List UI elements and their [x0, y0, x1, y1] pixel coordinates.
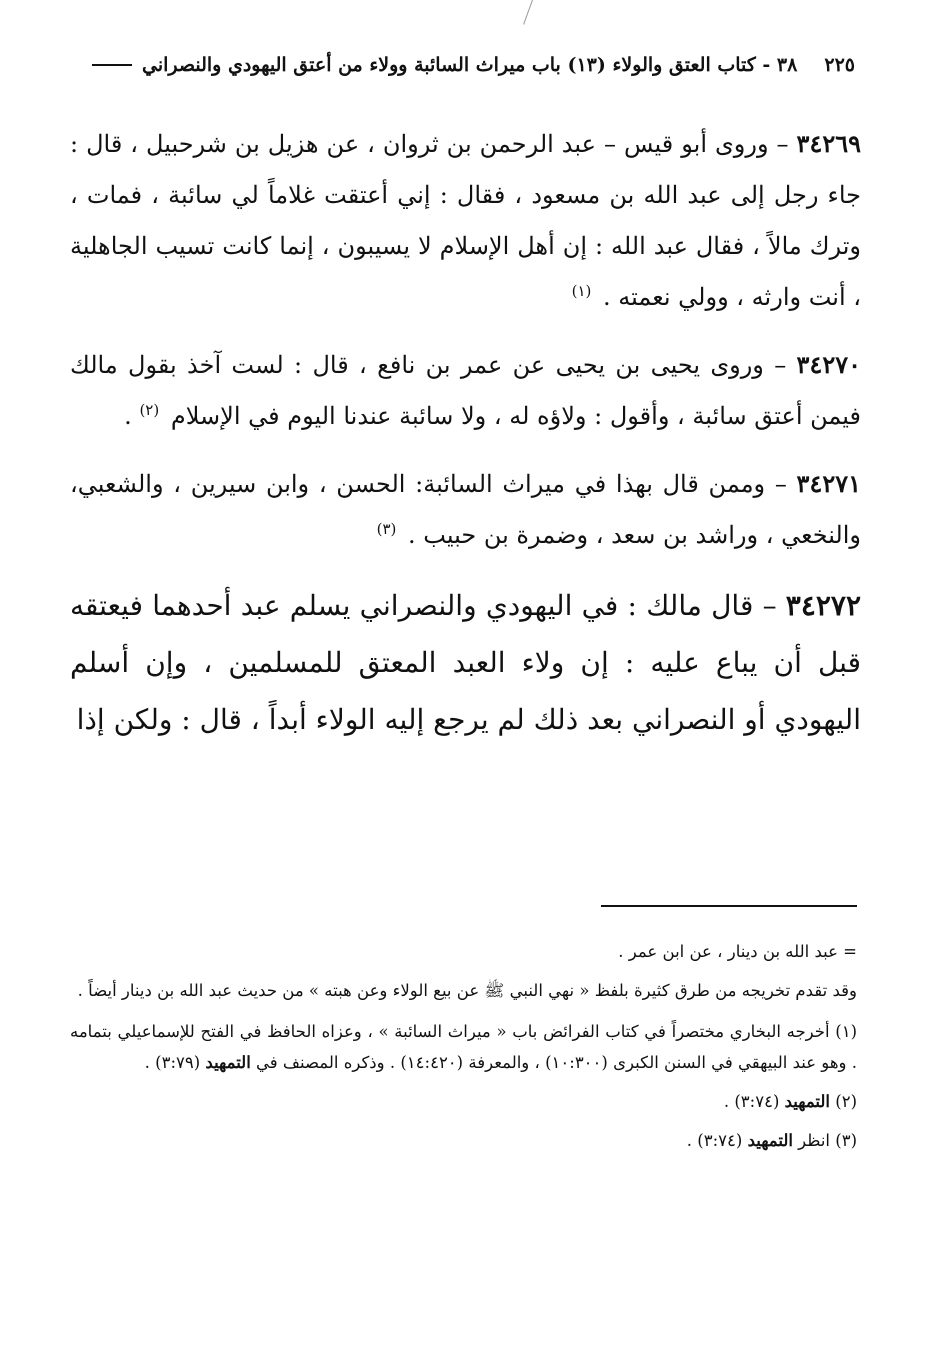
footnote-ref: (٢): [139, 401, 160, 419]
header-title: ٣٨ - كتاب العتق والولاء (١٣) باب ميراث السائبة وولاء من أعتق اليهودي والنصراني: [142, 54, 798, 76]
footnote-1-source: التمهيد: [205, 1053, 251, 1072]
paragraph-number: ٣٤٢٧٠: [796, 350, 861, 379]
paragraph-text: – وروى يحيى بن يحيى عن عمر بن نافع ، قال : لست آخذ بقول مالك فيمن أعتق سائبة ، وأقول : ولاؤه له ، ولا سائبة عندنا اليوم في الإسلام: [70, 351, 861, 430]
footnote-separator: [601, 905, 857, 907]
footnote-3-prefix: (٣) انظر: [792, 1131, 857, 1150]
pen-mark: [523, 0, 533, 25]
footnotes: [70, 936, 857, 1164]
paragraph-number: ٣٤٢٧١: [796, 469, 861, 498]
footnote-3-cite: (٣:٧٤) .: [686, 1131, 748, 1150]
footnote-ref: (١): [571, 282, 592, 300]
paragraph-34272: [70, 577, 861, 748]
paragraph-34271: [70, 458, 861, 561]
footnote-2-source: التمهيد: [784, 1092, 830, 1111]
paragraph-number: ٣٤٢٦٩: [796, 129, 861, 158]
footnote-2-prefix: (٢): [830, 1092, 857, 1111]
footnote-ref: (٣): [376, 520, 397, 538]
paragraph-text: – وممن قال بهذا في ميراث السائبة: الحسن ، وابن سيرين ، والشعبي، والنخعي ، وراشد بن سعد ، وضمرة بن حبيب .: [70, 470, 861, 549]
footnote-1-text: (١) أخرجه البخاري مختصراً في كتاب الفرائض باب « ميراث السائبة » ، وعزاه الحافظ في الفتح للإسماعيلي بتمامه . وهو عند البيهقي في السنن الكبرى (١٠:٣٠٠) ، والمعرفة (١٤:٤٢٠) . وذكره المصنف في: [70, 1022, 857, 1072]
paragraph-text: – وروى أبو قيس – عبد الرحمن بن ثروان ، عن هزيل بن شرحبيل ، قال : جاء رجل إلى عبد الله بن مسعود ، فقال : إني أعتقت غلاماً لي سائبة ، فمات ، وترك مالاً ، فقال عبد الله : إن أهل الإسلام لا يسيبون ، إنما كانت تسيب الجاهلية ، أنت وارثه ، وولي نعمته .: [70, 130, 861, 311]
footnote-continuation: = عبد الله بن دينار ، عن ابن عمر .: [618, 942, 857, 961]
footnote-1: [70, 1016, 857, 1078]
footnote-2-cite: (٣:٧٤) .: [723, 1092, 785, 1111]
paragraph-tail: .: [124, 402, 132, 430]
footnote-2: [70, 1086, 857, 1117]
paragraph-text: – قال مالك : في اليهودي والنصراني يسلم عبد أحدهما فيعتقه قبل أن يباع عليه : إن ولاء العبد المعتق للمسلمين ، وإن أسلم اليهودي أو النصراني بعد ذلك لم يرجع إليه الولاء أبداً ، قال : ولكن إذا: [70, 589, 861, 736]
footnote-3: [70, 1125, 857, 1156]
paragraph-34270: [70, 339, 861, 442]
main-text: [70, 118, 861, 748]
header-rule: [92, 64, 132, 66]
paragraph-number: ٣٤٢٧٢: [785, 589, 861, 622]
paragraph-34269: [70, 118, 861, 323]
running-header: [92, 48, 855, 82]
footnote-3-source: التمهيد: [747, 1131, 793, 1150]
footnote-1-cite: (٣:٧٩) .: [144, 1053, 206, 1072]
header-page-number: ٢٢٥: [824, 54, 855, 76]
footnote-continuation-2: وقد تقدم تخريجه من طرق كثيرة بلفظ « نهي النبي ﷺ عن بيع الولاء وعن هبته » من حديث عبد الله بن دينار أيضاً .: [77, 981, 857, 1000]
